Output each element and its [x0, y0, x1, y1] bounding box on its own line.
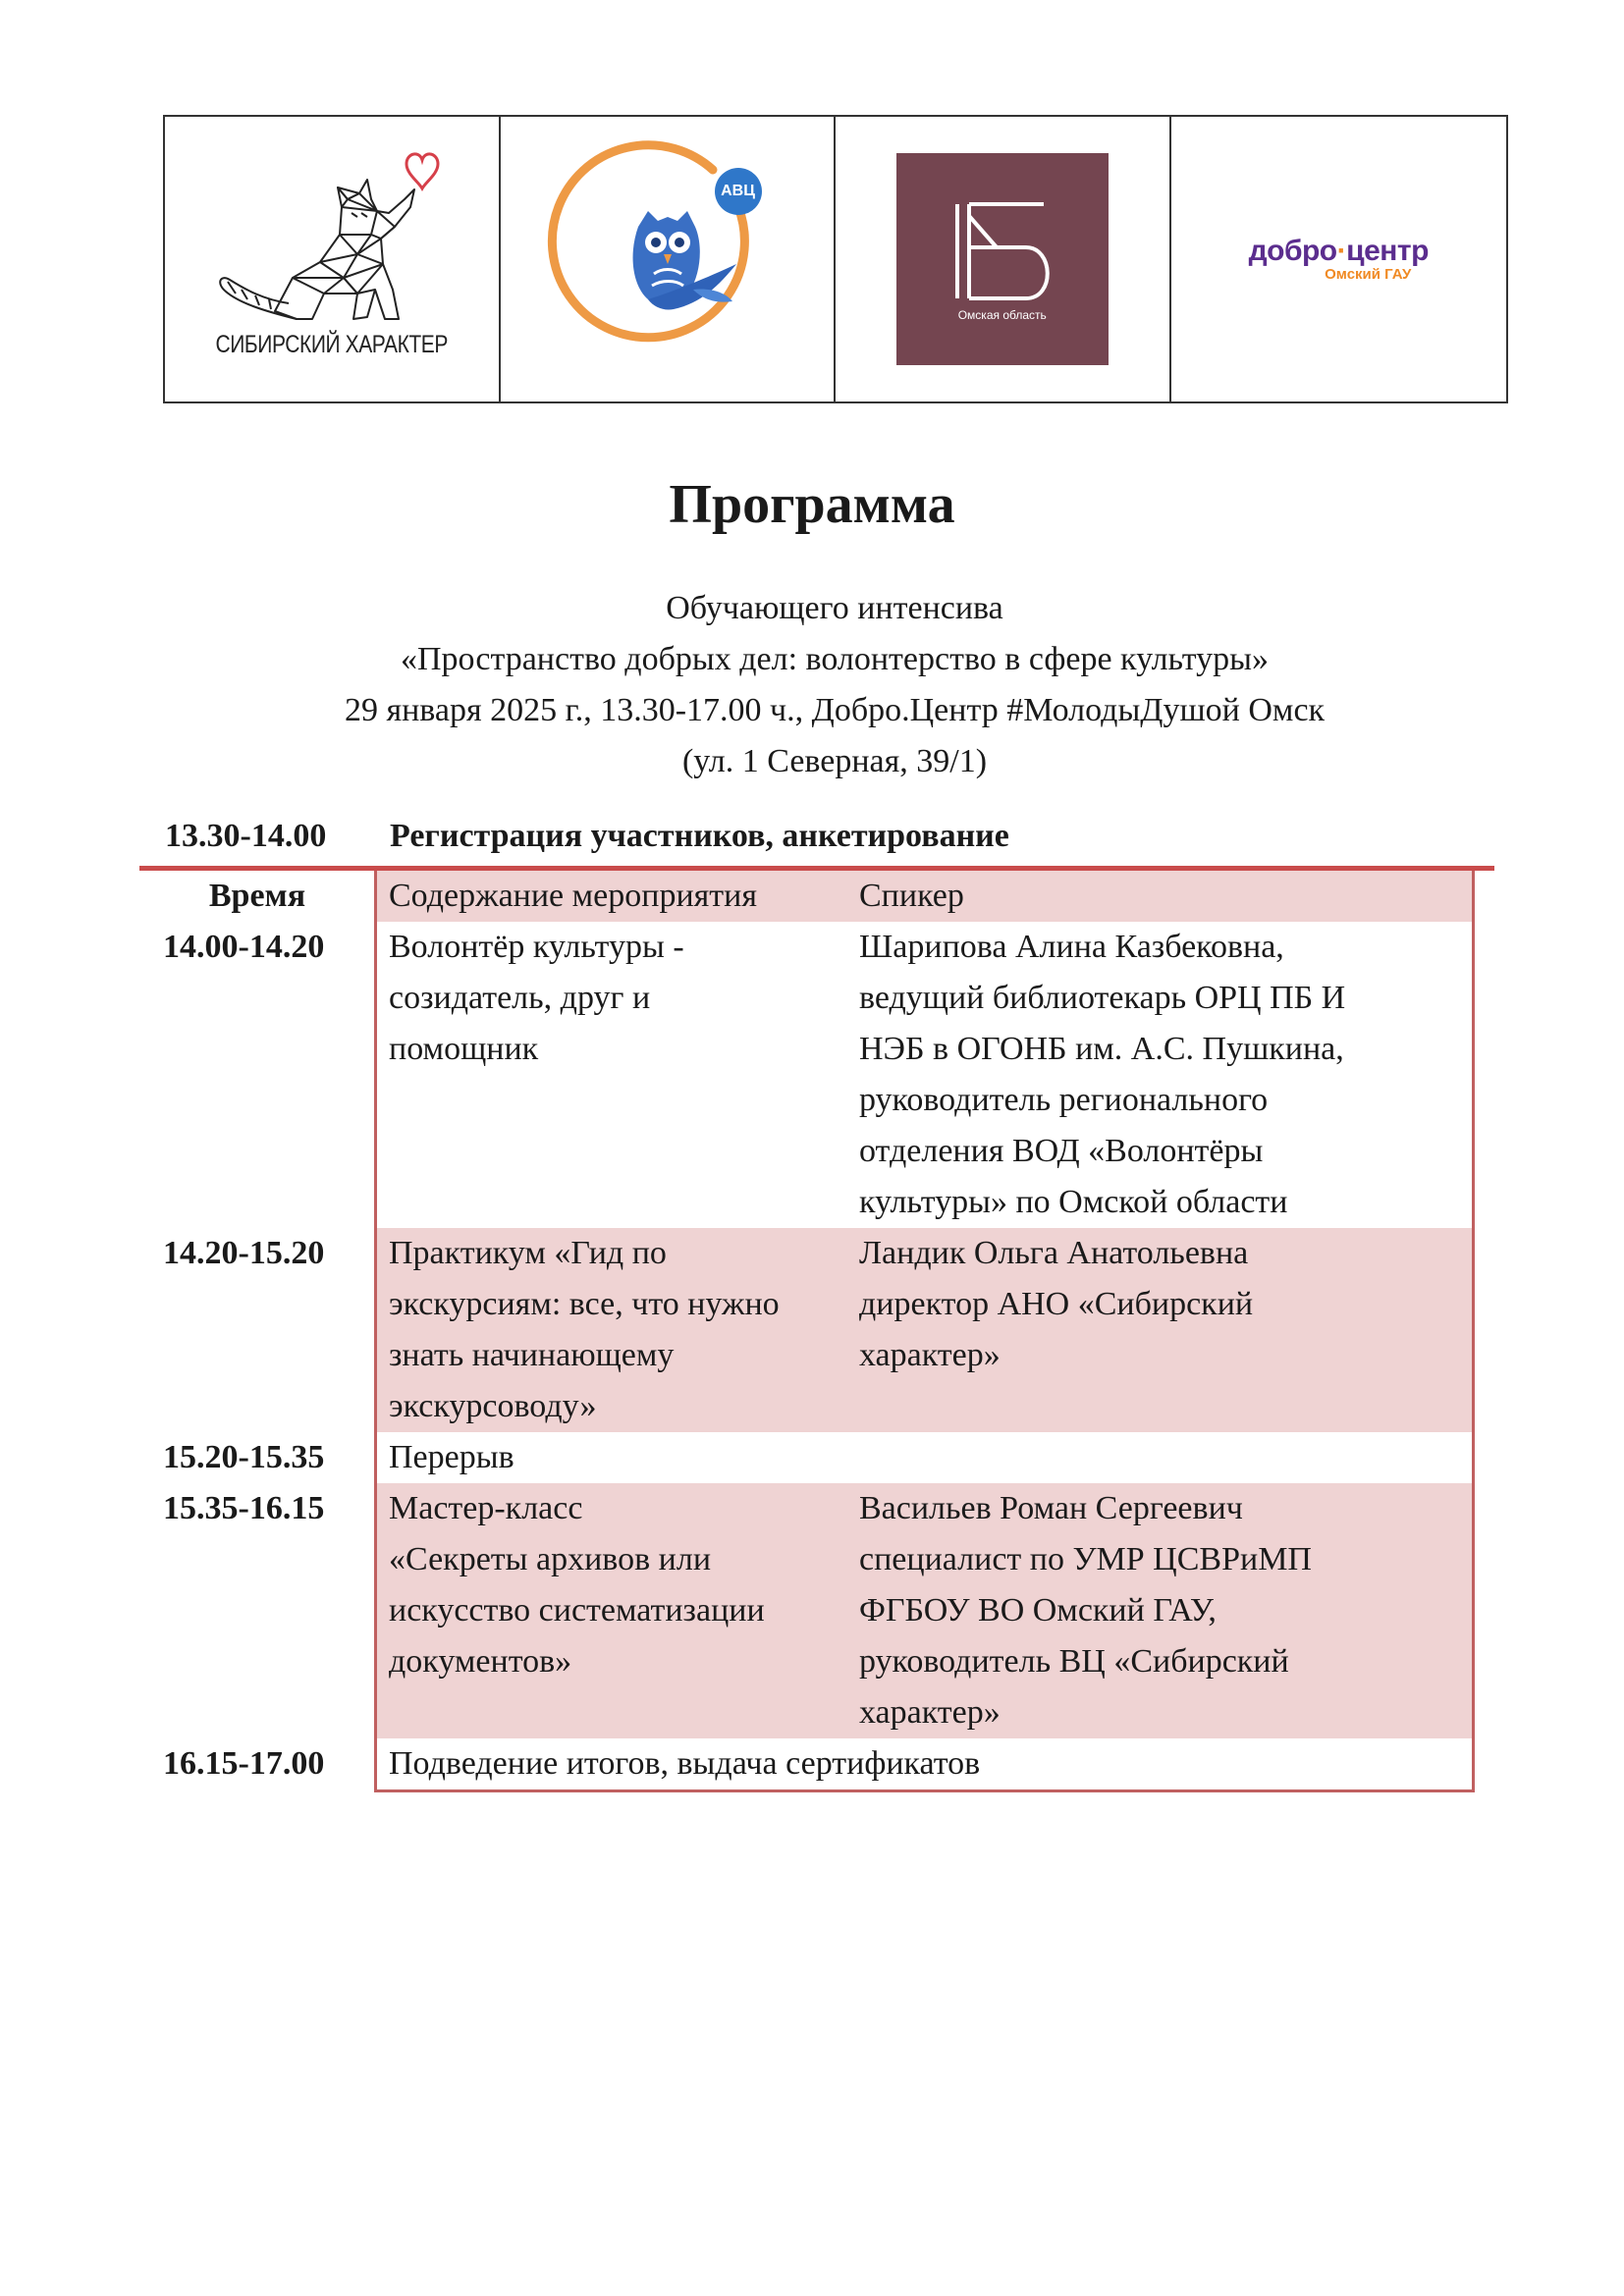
row-speaker [859, 1228, 1472, 1432]
registration-row [165, 811, 1009, 862]
dobro-center-word: центр [1346, 235, 1429, 267]
row-body [374, 1738, 1475, 1792]
partner-logo-strip [163, 115, 1508, 403]
schedule-header-row [0, 871, 1624, 922]
row-body [374, 922, 1475, 1228]
dobro-word: добро [1248, 235, 1337, 267]
speaker-line: директор АНО «Сибирский [859, 1286, 1254, 1322]
speaker-line: характер» [859, 1694, 1001, 1731]
row-body [374, 1483, 1475, 1738]
row-time: 14.00-14.20 [163, 929, 325, 965]
schedule-row [0, 1738, 1624, 1792]
omsk-region-emblem [896, 153, 1109, 365]
row-full-text: Подведение итогов, выдача сертификатов [389, 1745, 981, 1782]
speaker-line: характер» [859, 1337, 1001, 1373]
content-line: созидатель, друг и [389, 980, 651, 1016]
subtitle-line: 29 января 2025 г., 13.30-17.00 ч., Добро.Центр #МолодыДушой Омск [344, 692, 1326, 728]
content-line: помощник [389, 1031, 539, 1067]
speaker-line: ФГБОУ ВО Омский ГАУ, [859, 1592, 1217, 1629]
omsk-caption: Омская область [957, 308, 1047, 322]
page-title: Программа [669, 474, 955, 535]
logo-dobro-center [1171, 117, 1507, 401]
row-body [374, 1228, 1475, 1432]
row-time: 14.20-15.20 [163, 1235, 325, 1271]
content-line: экскурсоводу» [389, 1388, 597, 1424]
content-line: Практикум «Гид по [389, 1235, 667, 1271]
speaker-line: Васильев Роман Сергеевич [859, 1490, 1243, 1526]
speaker-line: Ландик Ольга Анатольевна [859, 1235, 1249, 1271]
schedule-row [0, 1228, 1624, 1432]
dobro-subtitle: Омский ГАУ [1325, 266, 1412, 283]
row-full-text: Перерыв [389, 1439, 514, 1475]
logo-avc-owl [501, 117, 837, 401]
header-speaker: Спикер [859, 878, 964, 914]
owl-ring-icon [501, 117, 837, 401]
row-body [374, 1432, 1475, 1483]
content-line: Волонтёр культуры - [389, 929, 684, 965]
registration-text: Регистрация участников, анкетирование [390, 818, 1009, 854]
speaker-line: ведущий библиотекарь ОРЦ ПБ И [859, 980, 1346, 1016]
speaker-line: НЭБ в ОГОНБ им. А.С. Пушкина, [859, 1031, 1344, 1067]
header-body [374, 871, 1475, 922]
row-speaker [859, 922, 1472, 1228]
content-line: документов» [389, 1643, 572, 1680]
subtitle-line: «Пространство добрых дел: волонтерство в сфере культуры» [400, 641, 1270, 677]
content-line: знать начинающему [389, 1337, 675, 1373]
event-subtitle [147, 583, 1522, 787]
logo-omsk-region [836, 117, 1171, 401]
registration-time: 13.30-14.00 [165, 818, 327, 854]
dobro-title [1249, 237, 1429, 266]
speaker-line: культуры» по Омской области [859, 1184, 1288, 1220]
subtitle-line: (ул. 1 Северная, 39/1) [681, 743, 988, 779]
logo-caption: СИБИРСКИЙ ХАРАКТЕР [215, 331, 448, 358]
logo-siberian-character [165, 117, 501, 401]
speaker-line: Шарипова Алина Казбековна, [859, 929, 1284, 965]
schedule-table [0, 871, 1624, 1792]
content-line: искусство систематизации [389, 1592, 765, 1629]
omsk-b-letter-icon [896, 153, 1109, 365]
dobro-dot: · [1336, 235, 1347, 267]
row-content [377, 922, 859, 1228]
speaker-line: руководитель ВЦ «Сибирский [859, 1643, 1289, 1680]
row-time: 15.20-15.35 [163, 1439, 325, 1475]
content-line: экскурсиям: все, что нужно [389, 1286, 780, 1322]
content-line: «Секреты архивов или [389, 1541, 712, 1577]
subtitle-line: Обучающего интенсива [666, 590, 1003, 626]
speaker-line: руководитель регионального [859, 1082, 1269, 1118]
row-time: 15.35-16.15 [163, 1490, 325, 1526]
row-content [377, 1228, 859, 1432]
schedule-row [0, 1432, 1624, 1483]
row-content [377, 1483, 859, 1738]
content-line: Мастер-класс [389, 1490, 583, 1526]
row-time: 16.15-17.00 [163, 1745, 325, 1782]
speaker-line: специалист по УМР ЦСВРиМП [859, 1541, 1312, 1577]
schedule-row [0, 1483, 1624, 1738]
schedule-row [0, 922, 1624, 1228]
avc-badge: АВЦ [715, 168, 762, 215]
dobro-center-wordmark [1249, 237, 1429, 282]
header-content: Содержание мероприятия [389, 878, 757, 914]
row-speaker [859, 1483, 1472, 1738]
header-time: Время [208, 878, 306, 914]
speaker-line: отделения ВОД «Волонтёры [859, 1133, 1264, 1169]
